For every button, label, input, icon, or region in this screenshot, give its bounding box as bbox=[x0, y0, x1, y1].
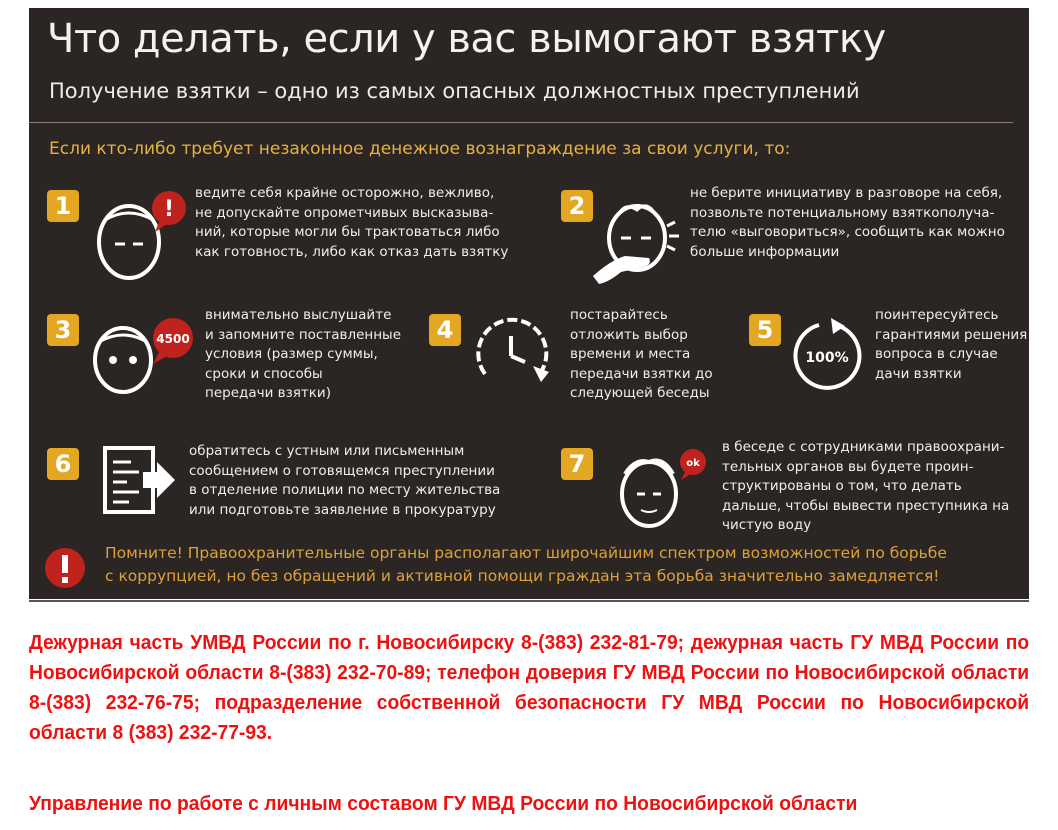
warning-icon bbox=[43, 546, 87, 590]
guarantee-icon bbox=[789, 314, 869, 398]
department-signature: Управление по работе с личным составом ГУ МВД России по Новосибирской области bbox=[29, 792, 858, 815]
contacts-block bbox=[29, 628, 1030, 748]
step-6-text: обратитесь с устным или письменным сообщением о готовящемся преступлении в отделение полиции по месту жительства или подготовьте заявление в прокуратуру bbox=[189, 443, 501, 518]
step-5-number: 5 bbox=[749, 314, 781, 346]
document-icon bbox=[99, 442, 179, 522]
step-4-text: постарайтесь отложить выбор времени и места передачи взятки до следующей беседы bbox=[570, 307, 713, 401]
step-7-number: 7 bbox=[561, 448, 593, 480]
amount-label: 4500 bbox=[156, 332, 190, 346]
lead-text: Если кто-либо требует незаконное денежное вознаграждение за свои услуги, то: bbox=[49, 139, 791, 159]
reminder-text: Помните! Правоохранительные органы располагают широчайшим спектром возможностей по борьбе с коррупцией, но без обращений и активной помощи граждан эта борьба значительно замедляется! bbox=[105, 544, 947, 585]
poster-bottom-line bbox=[29, 600, 1029, 602]
step-1-number: 1 bbox=[47, 190, 79, 222]
contacts-text: Дежурная часть УМВД России по г. Новосибирску 8-(383) 232-81-79; дежурная часть ГУ МВД России по Новосибирской области 8-(383) 232-70-89; телефон доверия ГУ МВД России по Новосибирской области 8-(383) 232-76-75; подразделение собственной безопасности ГУ МВД России по Новосибирской области 8 (383) 232-77-93. bbox=[29, 631, 1030, 744]
listening-face-icon bbox=[591, 196, 683, 286]
step-1-text: ведите себя крайне осторожно, вежливо, не допускайте опрометчивых высказыва- ний, которые могли бы трактоваться либо как готовность, либо как отказ дать взятку bbox=[195, 185, 509, 260]
percent-label: 100% bbox=[805, 350, 849, 366]
step-5-text: поинтересуйтесь гарантиями решения вопроса в случае дачи взятки bbox=[875, 307, 1028, 382]
step-2-text: не берите инициативу в разговоре на себя, позвольте потенциальному взяткополуча- телю «выговориться», сообщить как можно больше информации bbox=[690, 185, 1005, 260]
step-4-number: 4 bbox=[429, 314, 461, 346]
step-3-number: 3 bbox=[47, 314, 79, 346]
ok-label: ok bbox=[686, 458, 700, 469]
exclaim-label: ! bbox=[163, 197, 175, 222]
clock-icon bbox=[471, 316, 557, 396]
step-3-text: внимательно выслушайте и запомните поставленные условия (размер суммы, сроки и способы передачи взятки) bbox=[205, 307, 402, 401]
step-2-number: 2 bbox=[561, 190, 593, 222]
step-7-text: в беседе с сотрудниками правоохрани- тельных органов вы будете проин- структированы о том, что делать дальше, чтобы вывести преступника на чистую воду bbox=[722, 439, 1010, 533]
step-6-number: 6 bbox=[47, 448, 79, 480]
poster-title: Что делать, если у вас вымогают взятку bbox=[47, 16, 886, 62]
instructed-face-icon bbox=[609, 444, 709, 534]
divider bbox=[29, 122, 1013, 123]
poster-subtitle: Получение взятки – одно из самых опасных должностных преступлений bbox=[49, 79, 860, 103]
attentive-face-icon bbox=[87, 308, 197, 398]
calm-face-icon bbox=[85, 186, 195, 286]
infographic-poster bbox=[29, 8, 1029, 599]
